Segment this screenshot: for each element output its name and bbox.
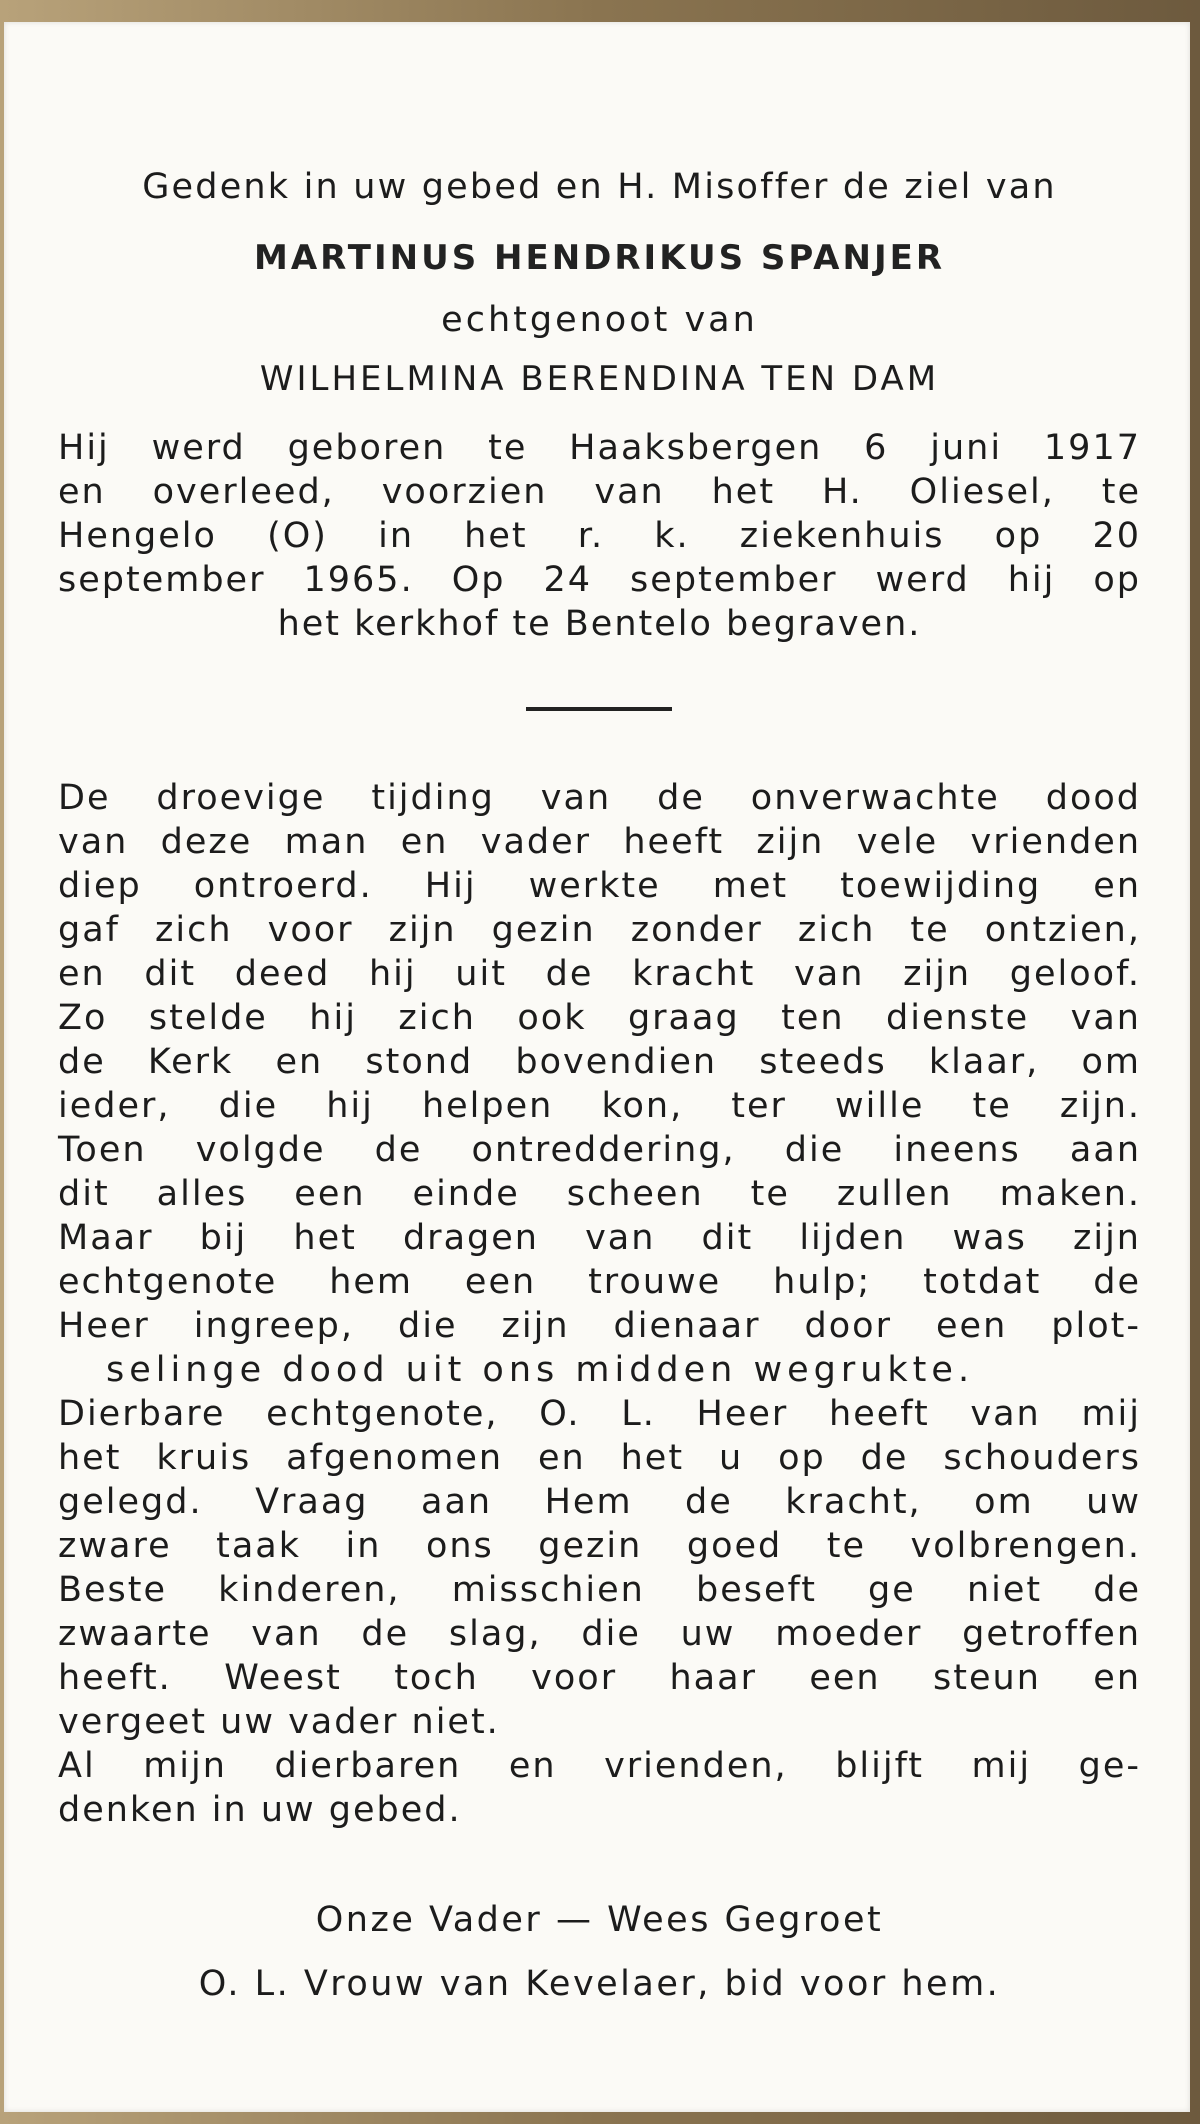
intro-line: Gedenk in uw gebed en H. Misoffer de ziel van bbox=[142, 167, 1057, 207]
bio-line: en overleed, voorzien van het H. Oliesel, te bbox=[58, 472, 1141, 512]
text-line: vergeet uw vader niet. bbox=[58, 1702, 500, 1742]
text-line: Heer ingreep, die zijn dienaar door een plot- bbox=[58, 1306, 1141, 1346]
bio-line: het kerkhof te Bentelo begraven. bbox=[277, 604, 922, 644]
bio-line: Hij werd geboren te Haaksbergen 6 juni 1917 bbox=[58, 428, 1141, 468]
bio-line: september 1965. Op 24 september werd hij op bbox=[58, 560, 1141, 600]
text-line: echtgenote hem een trouwe hulp; totdat de bbox=[58, 1262, 1141, 1302]
text-line: Maar bij het dragen van dit lijden was zijn bbox=[58, 1218, 1141, 1258]
bio-line: Hengelo (O) in het r. k. ziekenhuis op 20 bbox=[58, 516, 1141, 556]
prayer-line: Onze Vader — Wees Gegroet bbox=[315, 1900, 884, 1940]
text-line: Beste kinderen, misschien beseft ge niet de bbox=[58, 1570, 1141, 1610]
text-line: Toen volgde de ontreddering, die ineens aan bbox=[58, 1130, 1141, 1170]
text-line: Al mijn dierbaren en vrienden, blijft mij ge- bbox=[58, 1746, 1141, 1786]
spouse-relation: echtgenoot van bbox=[441, 300, 758, 340]
divider bbox=[526, 707, 672, 711]
text-line: gaf zich voor zijn gezin zonder zich te ontzien, bbox=[58, 910, 1141, 950]
text-line: en dit deed hij uit de kracht van zijn geloof. bbox=[58, 954, 1141, 994]
text-line: van deze man en vader heeft zijn vele vrienden bbox=[58, 822, 1141, 862]
text-line: zwaarte van de slag, die uw moeder getroffen bbox=[58, 1614, 1141, 1654]
memorial-text bbox=[58, 776, 1141, 1832]
text-line: dit alles een einde scheen te zullen maken. bbox=[58, 1174, 1141, 1214]
text-line: zware taak in ons gezin goed te volbrengen. bbox=[58, 1526, 1141, 1566]
text-line: De droevige tijding van de onverwachte dood bbox=[58, 778, 1141, 818]
text-line: de Kerk en stond bovendien steeds klaar, om bbox=[58, 1042, 1141, 1082]
text-line: Dierbare echtgenote, O. L. Heer heeft van mij bbox=[58, 1394, 1141, 1434]
invocation-line: O. L. Vrouw van Kevelaer, bid voor hem. bbox=[198, 1964, 1001, 2004]
text-line: denken in uw gebed. bbox=[58, 1790, 462, 1830]
biography bbox=[58, 426, 1141, 646]
text-line: Zo stelde hij zich ook graag ten dienste van bbox=[58, 998, 1141, 1038]
spouse-name: WILHELMINA BERENDINA TEN DAM bbox=[259, 359, 940, 399]
text-line: selinge dood uit ons midden wegrukte. bbox=[106, 1350, 975, 1390]
text-line: gelegd. Vraag aan Hem de kracht, om uw bbox=[58, 1482, 1141, 1522]
text-line: heeft. Weest toch voor haar een steun en bbox=[58, 1658, 1141, 1698]
text-line: diep ontroerd. Hij werkte met toewijding en bbox=[58, 866, 1141, 906]
deceased-name: MARTINUS HENDRIKUS SPANJER bbox=[253, 238, 945, 278]
text-line: ieder, die hij helpen kon, ter wille te zijn. bbox=[58, 1086, 1141, 1126]
text-line: het kruis afgenomen en het u op de schouders bbox=[58, 1438, 1141, 1478]
